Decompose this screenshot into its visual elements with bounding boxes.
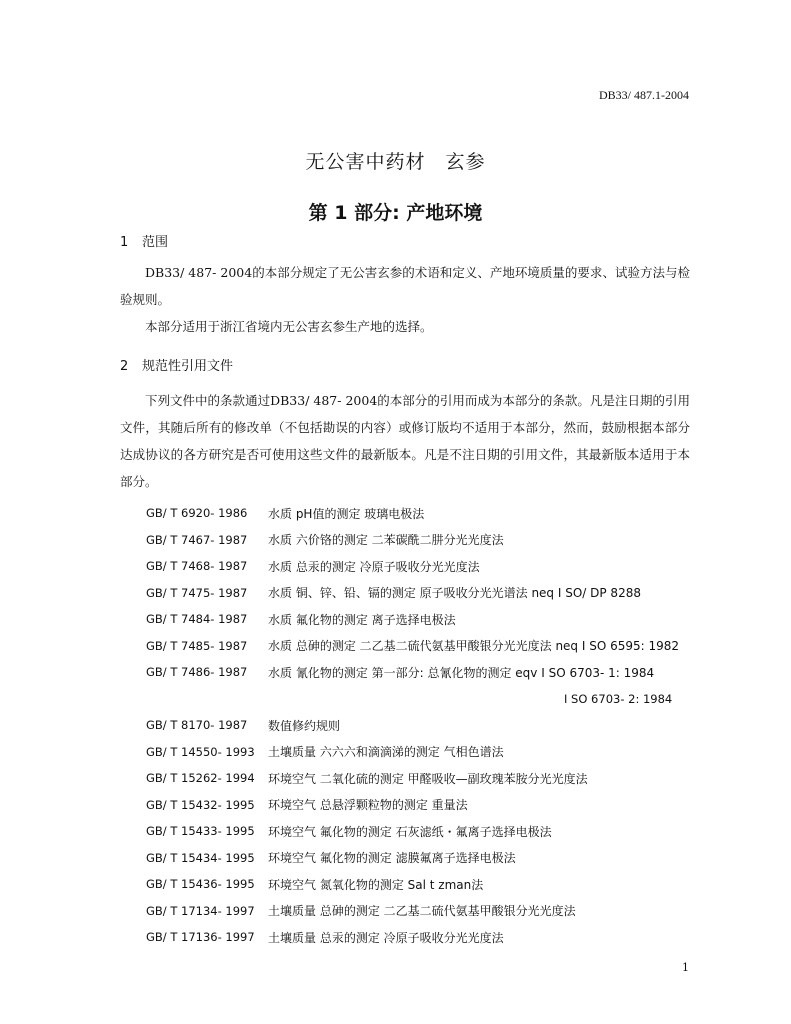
reference-row [146,792,706,819]
section-heading-normative-references [120,355,233,374]
scope-applicability-paragraph: 本部分适用于浙江省境内无公害玄参生产地的选择。 [145,319,433,334]
reference-code: GB/ T 14550- 1993 [146,744,255,759]
reference-code: GB/ T 7467- 1987 [146,532,248,547]
section-number: 1 [120,235,129,250]
reference-title: 水质 pH值的测定 玻璃电极法 [268,506,425,521]
reference-row [146,739,706,766]
reference-title: 土壤质量 总砷的测定 二乙基二硫代氨基甲酸银分光光度法 [268,904,576,919]
reference-title: 土壤质量 六六六和滴滴涕的测定 气相色谱法 [268,745,504,760]
reference-row [146,606,706,633]
section-heading-scope [120,231,168,250]
reference-title: 环境空气 氮氧化物的测定 Sal t zman法 [268,877,484,892]
reference-title: 水质 氟化物的测定 离子选择电极法 [268,612,456,627]
reference-code: GB/ T 15434- 1995 [146,850,255,865]
reference-row [146,924,706,951]
reference-code: GB/ T 15262- 1994 [146,771,255,786]
reference-title: 环境空气 氟化物的测定 石灰滤纸・氟离子选择电极法 [268,824,552,839]
reference-title: 水质 氰化物的测定 第一部分: 总氰化物的测定 eqv I SO 6703- 1: 1984 [268,665,655,680]
reference-title: 环境空气 二氧化硫的测定 甲醛吸收—副玫瑰苯胺分光光度法 [268,771,588,786]
reference-title: 土壤质量 总汞的测定 冷原子吸收分光光度法 [268,930,504,945]
reference-list [146,500,706,951]
reference-row [146,765,706,792]
section-title: 规范性引用文件 [142,359,234,374]
reference-title: 数值修约规则 [268,718,341,733]
reference-code: GB/ T 17134- 1997 [146,903,255,918]
reference-row [146,871,706,898]
reference-code: GB/ T 15433- 1995 [146,824,255,839]
reference-title: 水质 总汞的测定 冷原子吸收分光光度法 [268,559,480,574]
reference-code: GB/ T 8170- 1987 [146,718,248,733]
reference-extra: I SO 6703- 2: 1984 [564,691,673,706]
reference-code: GB/ T 6920- 1986 [146,506,248,521]
reference-code: GB/ T 17136- 1997 [146,930,255,945]
reference-title: 水质 铜、锌、铅、镉的测定 原子吸收分光光谱法 neq I SO/ DP 8288 [268,586,641,601]
reference-row [146,527,706,554]
section-number: 2 [120,359,129,374]
reference-code: GB/ T 7484- 1987 [146,612,248,627]
reference-code: GB/ T 7468- 1987 [146,559,248,574]
reference-row [146,898,706,925]
reference-row [146,633,706,660]
reference-title: 环境空气 氟化物的测定 滤膜氟离子选择电极法 [268,851,516,866]
reference-row [146,580,706,607]
reference-code: GB/ T 15432- 1995 [146,797,255,812]
reference-row [146,712,706,739]
page-number: 1 [682,961,689,974]
document-title: 无公害中药材 玄参 [305,151,486,173]
reference-title: 水质 总砷的测定 二乙基二硫代氨基甲酸银分光光度法 neq I SO 6595: 1982 [268,639,680,654]
reference-title: 水质 六价铬的测定 二苯碳酰二肼分光光度法 [268,533,504,548]
reference-code: GB/ T 7475- 1987 [146,585,248,600]
document-code: DB33/ 487.1-2004 [599,88,689,102]
reference-row [146,845,706,872]
scope-paragraph: DB33/ 487- 2004的本部分规定了无公害玄参的术语和定义、产地环境质量的要求、试验方法与检验规则。 [120,265,690,307]
reference-code: GB/ T 7486- 1987 [146,665,248,680]
reference-row [146,500,706,527]
reference-code: GB/ T 15436- 1995 [146,877,255,892]
section-title: 范围 [142,235,169,250]
reference-code: GB/ T 7485- 1987 [146,638,248,653]
document-subtitle: 第 1 部分: 产地环境 [308,202,483,224]
reference-row [146,553,706,580]
reference-row [146,818,706,845]
references-intro-paragraph: 下列文件中的条款通过DB33/ 487- 2004的本部分的引用而成为本部分的条款。凡是注日期的引用文件，其随后所有的修改单（不包括勘误的内容）或修订版均不适用于本部分，然而，鼓励根据本部分达成协议的各方研究是否可使用这些文件的最新版本。凡是不注日期的引用文件，其最新版本适用于本部分。 [120,393,690,489]
reference-title: 环境空气 总悬浮颗粒物的测定 重量法 [268,798,468,813]
reference-row [146,659,706,686]
